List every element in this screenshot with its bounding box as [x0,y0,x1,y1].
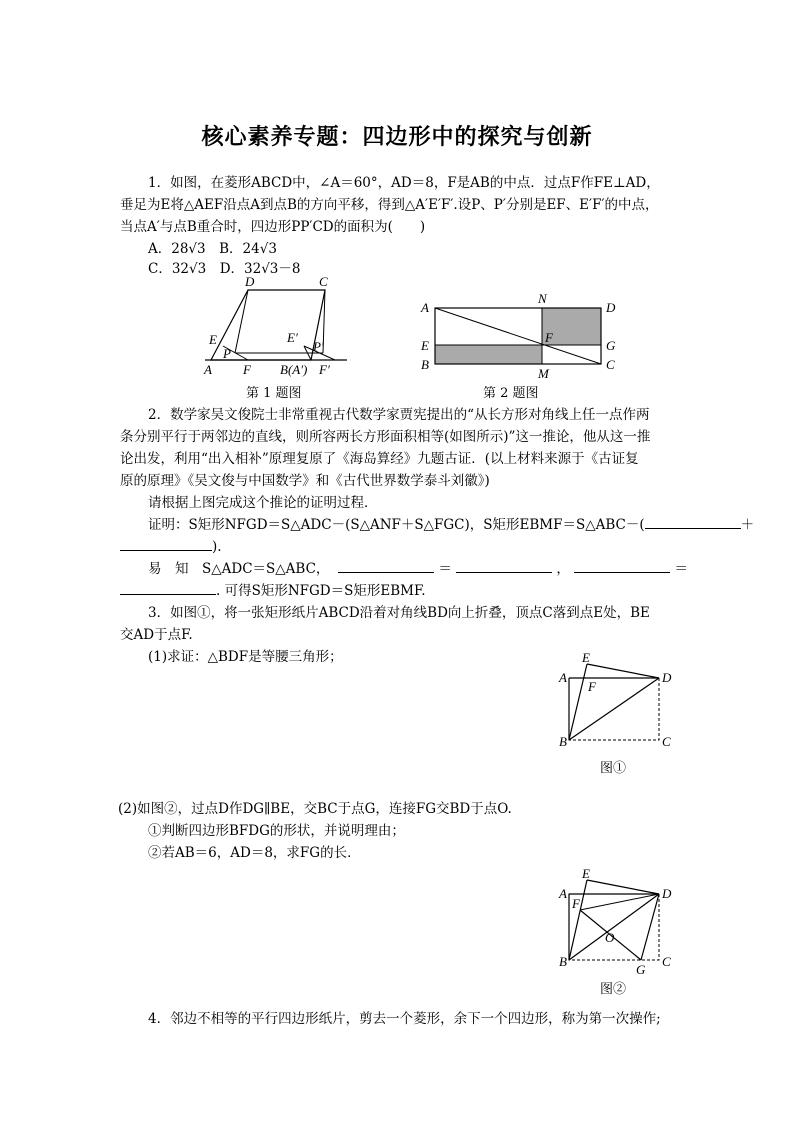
fig4-label-a: A [559,886,567,901]
q2-eq-2: ＝ [674,561,688,577]
fig1-label-e: E [209,332,217,347]
figure-2-caption: 第 2 题图 [483,386,539,401]
figure-4-rhombus-fold [552,866,682,978]
q2-line-4: 原的原理》《吴文俊与中国数学》和《古代世界数学泰斗刘徽》) [120,473,490,489]
q2-close: ). [212,539,222,555]
q2-proof-line-4 [120,580,676,602]
q2-line-1: 2．数学家吴文俊院士非常重视古代数学家贾宪提出的“从长方形对角线上任一点作两 [148,407,650,423]
q1-options-ab: A．28√3 B．24√3 [148,241,277,257]
q2-blank-2[interactable] [120,536,212,551]
figure-1-caption: 第 1 题图 [246,386,302,401]
q2-eq-1: ＝ [438,561,452,577]
q1-line-3: 当点A′与点B重合时，四边形PP′CD的面积为( ) [120,219,426,235]
q3-line-1: 3．如图①，将一张矩形纸片ABCD沿着对角线BD向上折叠，顶点C落到点E处，BE [148,605,650,621]
fig3-label-e: E [582,650,590,665]
fig4-label-b: B [559,954,567,969]
q2-proof-line-1 [148,514,755,536]
fig4-label-g: G [636,962,646,977]
q2-plus: ＋ [740,517,755,533]
fig1-label-p-prime: P′ [313,339,324,354]
fig2-label-f: F [545,330,553,345]
fig4-label-o: O [605,930,615,945]
fig1-label-f: F [243,362,251,377]
fig4-label-f: F [572,896,580,911]
fig2-label-n: N [538,292,547,306]
fig4-label-e: E [582,866,590,881]
q3-part-1: (1)求证：△BDF是等腰三角形； [148,649,343,665]
figure-4-caption: 图② [600,982,627,997]
q2-line-3: 论出发，利用“出入相补”原理复原了《海岛算经》九题古证．(以上材料来源于《古证复 [120,451,639,467]
fig1-label-e-prime: E′ [287,330,298,345]
fig3-label-d: D [662,670,672,685]
page-title: 核心素养专题：四边形中的探究与创新 [201,124,593,150]
fig3-label-b: B [559,734,567,749]
q2-proof-text: 证明：S矩形NFGD＝S△ADC－(S△ANF＋S△FGC)，S矩形EBMF＝S△ABC－( [148,517,645,533]
fig1-label-f-prime: F′ [319,362,330,377]
q2-proof-line-3 [148,558,704,580]
fig2-label-d: D [606,300,616,315]
fig1-label-p: P [223,346,231,361]
figure-3-caption: 图① [600,761,627,776]
q1-options-cd: C．32√3 D．32√3－8 [148,261,301,277]
q2-comma: ， [556,561,570,577]
q3-part-2: (2)如图②，过点D作DG∥BE，交BC于点G，连接FG交BD于点O. [118,801,512,817]
figure-3-fold [552,650,682,754]
figure-1-rhombus [195,272,355,382]
fig1-label-d: D [245,274,255,289]
fig1-label-c: C [319,274,328,289]
fig1-label-b: B(A′) [280,362,308,377]
q3-line-2: 交AD于点F. [120,627,193,643]
q3-part-2a: ①判断四边形BFDG的形状，并说明理由； [148,823,405,839]
fig2-label-e: E [421,338,429,353]
fig2-label-c: C [606,357,615,372]
q1-line-1: 1．如图，在菱形ABCD中，∠A＝60°，AD＝8，F是AB的中点．过点F作FE⊥AD， [148,175,660,191]
q2-easy-text: 易 知 S△ADC＝S△ABC， [148,561,330,577]
q4-line-1: 4．邻边不相等的平行四边形纸片，剪去一个菱形，余下一个四边形，称为第一次操作; [148,1011,661,1027]
q3-part-2b: ②若AB＝6，AD＝8，求FG的长． [148,845,361,861]
fig4-label-d: D [662,886,672,901]
fig2-label-b: B [421,357,429,372]
q2-proof-line-2 [120,536,676,558]
q2-blank-5[interactable] [574,558,670,573]
q2-end: . 可得S矩形NFGD＝S矩形EBMF. [216,583,426,599]
fig2-label-m: M [538,366,549,381]
fig3-label-c: C [662,734,671,749]
q2-blank-4[interactable] [456,558,552,573]
fig3-label-f: F [588,679,596,694]
fig3-label-a: A [559,670,567,685]
q1-line-2: 垂足为E将△AEF沿点A到点B的方向平移，得到△A′E′F′.设P、P′分别是EF、E′F′的中点， [120,197,659,213]
fig2-label-a: A [421,300,429,315]
figure-2-rectangle [415,292,625,382]
fig4-label-c: C [662,954,671,969]
q2-line-5: 请根据上图完成这个推论的证明过程． [148,495,378,511]
q2-blank-1[interactable] [645,514,741,529]
fig1-label-a: A [204,362,212,377]
q2-line-2: 条分别平行于两邻边的直线，则所容两长方形面积相等(如图所示)”这一推论，他从这一推 [120,429,651,445]
fig2-label-g: G [606,338,616,353]
q2-blank-6[interactable] [120,580,216,595]
q2-blank-3[interactable] [338,558,434,573]
